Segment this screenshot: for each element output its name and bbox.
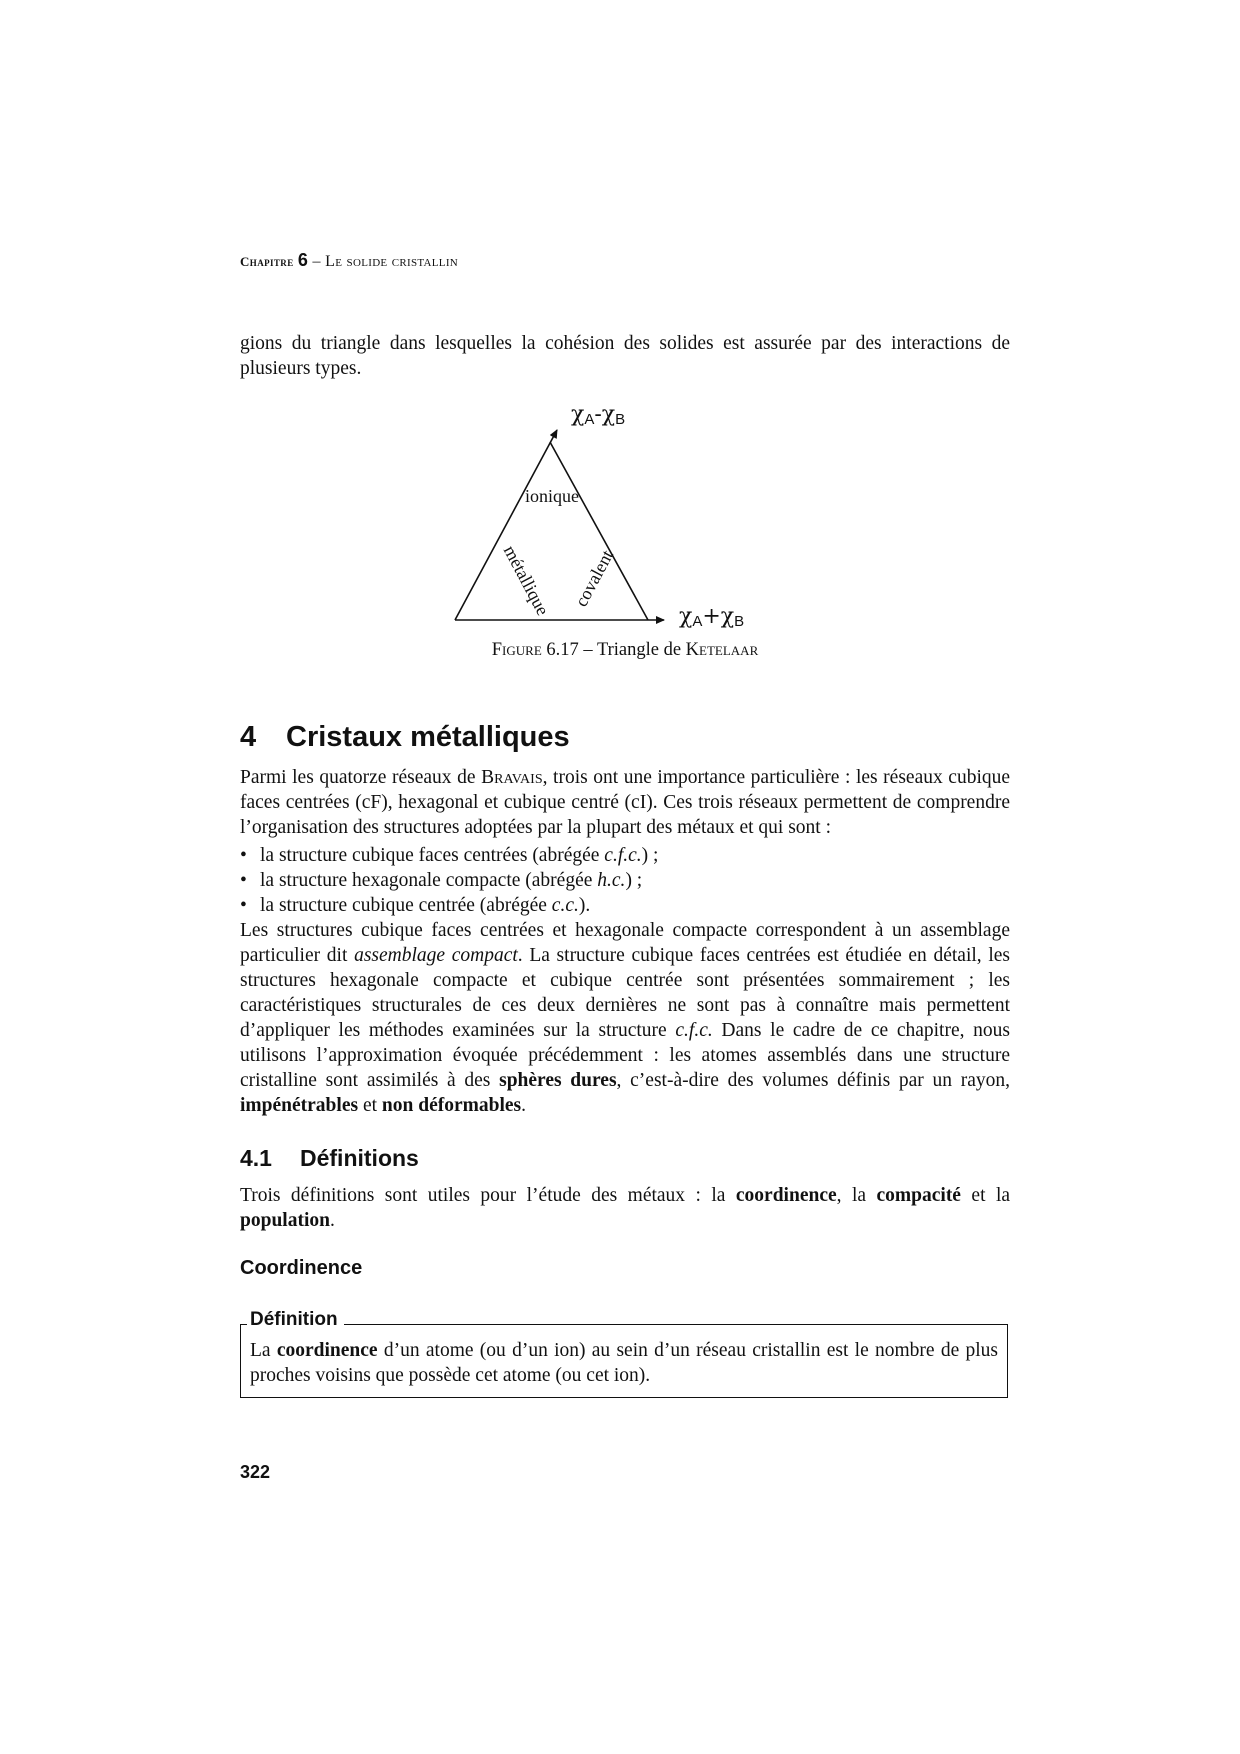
text-run: d’un atome (ou d’un ion) au sein d’un réseau cristallin est le nombre de plus proches voisins que possède cet atome (ou cet ion). [250, 1340, 999, 1386]
italic-abbr: c.f.c. [675, 1020, 713, 1041]
region-covalent-label: covalent [570, 546, 618, 610]
y-axis-label [571, 402, 625, 428]
text-run: Trois définitions sont utiles pour l’étude des métaux : la [240, 1185, 726, 1206]
caption-number: 6.17 [546, 640, 579, 660]
italic-term: assemblage compact [354, 945, 518, 966]
page-number: 322 [240, 1462, 271, 1482]
subscript-a: A [584, 411, 595, 428]
definition-title: Définition [247, 1309, 344, 1331]
chi-a-symbol: χ [571, 402, 585, 427]
list-item-text: la structure cubique centrée (abrégée [260, 895, 547, 916]
caption-text: Triangle de [596, 640, 682, 660]
chapter-number: 6 [297, 250, 309, 270]
bold-term: compacité [876, 1185, 961, 1206]
structure-list [240, 843, 1010, 918]
list-item-end: ). [578, 895, 591, 916]
bold-term: sphères dures [499, 1070, 617, 1091]
plus-operator: + [702, 604, 721, 629]
bold-term: coordinence [276, 1340, 378, 1361]
bold-term: non déformables [381, 1095, 522, 1116]
triangle-diagram [450, 408, 830, 640]
triangle-right-edge [550, 442, 648, 620]
definition-box [240, 1309, 1008, 1398]
region-ionic-label: ionique [525, 486, 579, 506]
list-item-end: ) ; [625, 870, 643, 891]
section-heading [240, 721, 570, 754]
subscript-b: B [734, 613, 745, 630]
list-item-text: la structure hexagonale compacte (abrégée [260, 870, 593, 891]
list-item-abbr: c.c. [551, 895, 579, 916]
figure-caption [240, 640, 1010, 661]
caption-name: Ketelaar [685, 640, 759, 660]
text-run: Les structures cubique faces centrées et hexagonale compacte correspondent à un assemblage particulier dit [240, 920, 1010, 966]
page [240, 0, 1010, 1754]
running-head [240, 250, 458, 271]
text-run: , c’est-à-dire des volumes définis par un rayon, [616, 1070, 1010, 1091]
text-run: Parmi les quatorze réseaux de [240, 767, 476, 788]
subscript-b: B [615, 411, 626, 428]
caption-dash: – [583, 640, 593, 660]
bold-term: coordinence [735, 1185, 837, 1206]
list-item-end: ) ; [641, 845, 659, 866]
list-item [240, 868, 1010, 893]
section-title: Cristaux métalliques [286, 721, 570, 753]
subsection-title: Définitions [300, 1145, 419, 1171]
section-number: 4 [240, 721, 257, 753]
intro-paragraph [240, 331, 1010, 381]
subscript-a: A [692, 613, 703, 630]
list-item-abbr: c.f.c. [604, 845, 642, 866]
intro-line-1: gions du triangle dans lesquelles la cohésion des solides est assurée par des interactions de [240, 333, 1010, 354]
chi-b-symbol: χ [601, 402, 616, 427]
text-run: La [250, 1340, 271, 1361]
text-run: Dans le cadre de ce chapitre, nous utilisons l’approximation évoquée précédemment : les atomes assemblés dans une structure cristalline sont assimilés à des [240, 1020, 1011, 1091]
section-paragraph-2 [240, 918, 1010, 1118]
chapter-word: Chapitre [240, 254, 294, 269]
caption-prefix: Figure [491, 640, 542, 660]
list-item-text: la structure cubique faces centrées (abrégée [260, 845, 600, 866]
bravais-name: Bravais [481, 767, 543, 788]
bold-term: population [240, 1210, 330, 1231]
subsection-heading [240, 1145, 419, 1172]
bold-term: impénétrables [240, 1095, 359, 1116]
text-run: , la [836, 1185, 867, 1206]
section-paragraph-1 [240, 765, 1010, 840]
region-metallic-label: métallique [499, 542, 554, 619]
chapter-title: Le solide cristallin [325, 253, 459, 270]
text-run: et [362, 1095, 378, 1116]
list-item-abbr: h.c. [597, 870, 626, 891]
header-dash: – [312, 253, 321, 270]
text-run: et la [971, 1185, 1011, 1206]
ketelaar-triangle-figure [450, 402, 830, 640]
text-run: , trois ont une importance particulière : les réseaux cubique faces centrées (cF), hexagonal et cubique centré (cI). Ces trois réseaux permettent de comprendre l’organisation des structures adoptées par la plupart des métaux et qui sont : [240, 767, 1011, 838]
intro-line-2: plusieurs types. [240, 358, 362, 379]
text-run: . [329, 1210, 335, 1231]
list-item [240, 843, 1010, 868]
subsection-paragraph [240, 1183, 1010, 1233]
subsection-number: 4.1 [240, 1145, 272, 1171]
minus-operator: - [594, 402, 602, 427]
x-axis-label [679, 604, 744, 630]
chi-a-symbol: χ [679, 604, 693, 629]
text-run: . La structure cubique faces centrées est étudiée en détail, les structures hexagonale compacte et cubique centrée sont présentées sommairement ; les caractéristiques structurales de ces deux dernières ne sont pas à connaître mais permettent d’appliquer les méthodes examinées sur la structure [240, 945, 1010, 1041]
coordinence-heading: Coordinence [240, 1257, 363, 1279]
definition-text [250, 1338, 998, 1388]
list-item [240, 893, 1010, 918]
chi-b-symbol: χ [720, 604, 735, 629]
text-run: . [521, 1095, 526, 1116]
